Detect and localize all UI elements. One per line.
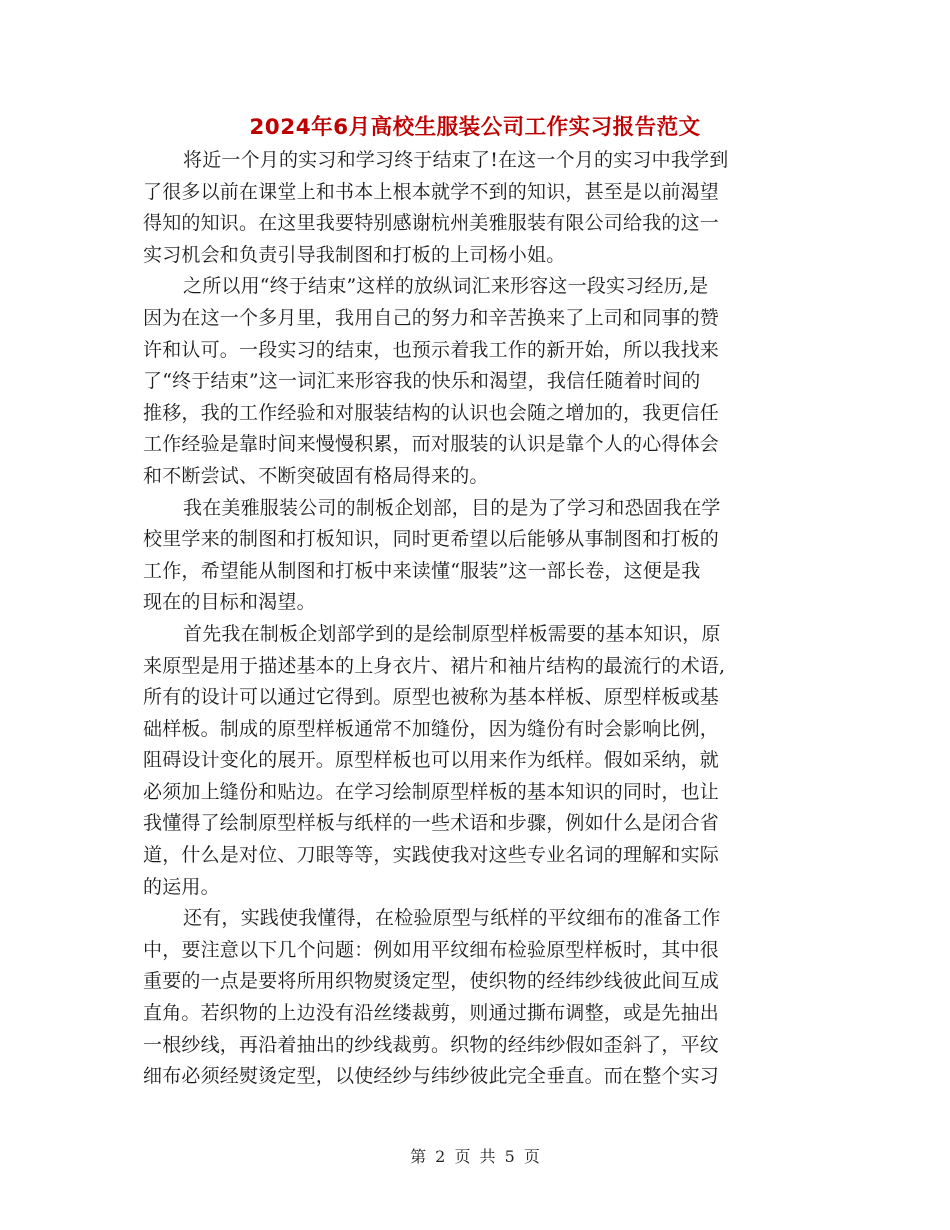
paragraph-line: 得知的知识。在这里我要特别感谢杭州美雅服装有限公司给我的这一	[143, 212, 720, 235]
paragraph-line: 将近一个月的实习和学习终于结束了!在这一个月的实习中我学到	[183, 149, 729, 171]
paragraph-line: 中，要注意以下几个问题：例如用平纹细布检验原型样板时，其中很	[143, 938, 720, 961]
paragraph-line: 因为在这一个多月里，我用自己的努力和辛苦换来了上司和同事的赞	[143, 306, 720, 329]
paragraph-line: 推移，我的工作经验和对服装结构的认识也会随之增加的，我更信任	[143, 401, 720, 424]
paragraph-line: 之所以用“终于结束”这样的放纵词汇来形容这一段实习经历,是	[183, 275, 709, 298]
paragraph-line: 础样板。制成的原型样板通常不加缝份，因为缝份有时会影响比例，	[143, 717, 720, 740]
paragraph-line: 首先我在制板企划部学到的是绘制原型样板需要的基本知识，原	[183, 622, 721, 645]
paragraph-line: 工作经验是靠时间来慢慢积累，而对服装的认识是靠个人的心得体会	[143, 433, 720, 456]
paragraph-line: 了“终于结束”这一词汇来形容我的快乐和渴望，我信任随着时间的	[143, 370, 701, 393]
paragraph-line: 和不断尝试、不断突破固有格局得来的。	[143, 464, 489, 487]
paragraph-line: 道，什么是对位、刀眼等等，实践使我对这些专业名词的理解和实际	[143, 844, 720, 867]
page-number-footer: 第 2 页 共 5 页	[410, 1147, 540, 1166]
document-title: 2024年6月高校生服装公司工作实习报告范文	[249, 115, 701, 140]
paragraph-line: 许和认可。一段实习的结束，也预示着我工作的新开始，所以我找来	[143, 338, 720, 361]
paragraph-line: 直角。若织物的上边没有沿丝缕裁剪，则通过撕布调整，或是先抽出	[143, 1002, 720, 1025]
paragraph-line: 了很多以前在课堂上和书本上根本就学不到的知识，甚至是以前渴望	[143, 180, 720, 203]
paragraph-line: 校里学来的制图和打板知识，同时更希望以后能够从事制图和打板的	[143, 528, 720, 551]
document-body	[143, 145, 807, 1093]
paragraph-line: 还有，实践使我懂得，在检验原型与纸样的平纹细布的准备工作	[183, 907, 721, 930]
paragraph-line: 实习机会和负责引导我制图和打板的上司杨小姐。	[143, 243, 566, 266]
paragraph-line: 来原型是用于描述基本的上身衣片、裙片和袖片结构的最流行的术语,	[143, 654, 726, 677]
paragraph-line: 现在的目标和渴望。	[143, 591, 316, 614]
paragraph-line: 工作，希望能从制图和打板中来读懂“服装”这一部长卷，这便是我	[143, 559, 701, 582]
paragraph-line: 细布必须经熨烫定型，以使经纱与纬纱彼此完全垂直。而在整个实习	[143, 1065, 720, 1088]
paragraph-line: 必须加上缝份和贴边。在学习绘制原型样板的基本知识的同时，也让	[143, 780, 720, 803]
paragraph-line: 的运用。	[143, 875, 220, 898]
paragraph-line: 我懂得了绘制原型样板与纸样的一些术语和步骤，例如什么是闭合省	[143, 812, 720, 835]
paragraph-line: 重要的一点是要将所用织物熨烫定型，使织物的经纬纱线彼此间互成	[143, 970, 720, 993]
paragraph-line: 我在美雅服装公司的制板企划部，目的是为了学习和恐固我在学	[183, 496, 721, 519]
paragraph-line: 所有的设计可以通过它得到。原型也被称为基本样板、原型样板或基	[143, 686, 720, 709]
paragraph-line: 阻碍设计变化的展开。原型样板也可以用来作为纸样。假如采纳，就	[143, 749, 720, 772]
paragraph-line: 一根纱线，再沿着抽出的纱线裁剪。织物的经纬纱假如歪斜了，平纹	[143, 1033, 720, 1056]
